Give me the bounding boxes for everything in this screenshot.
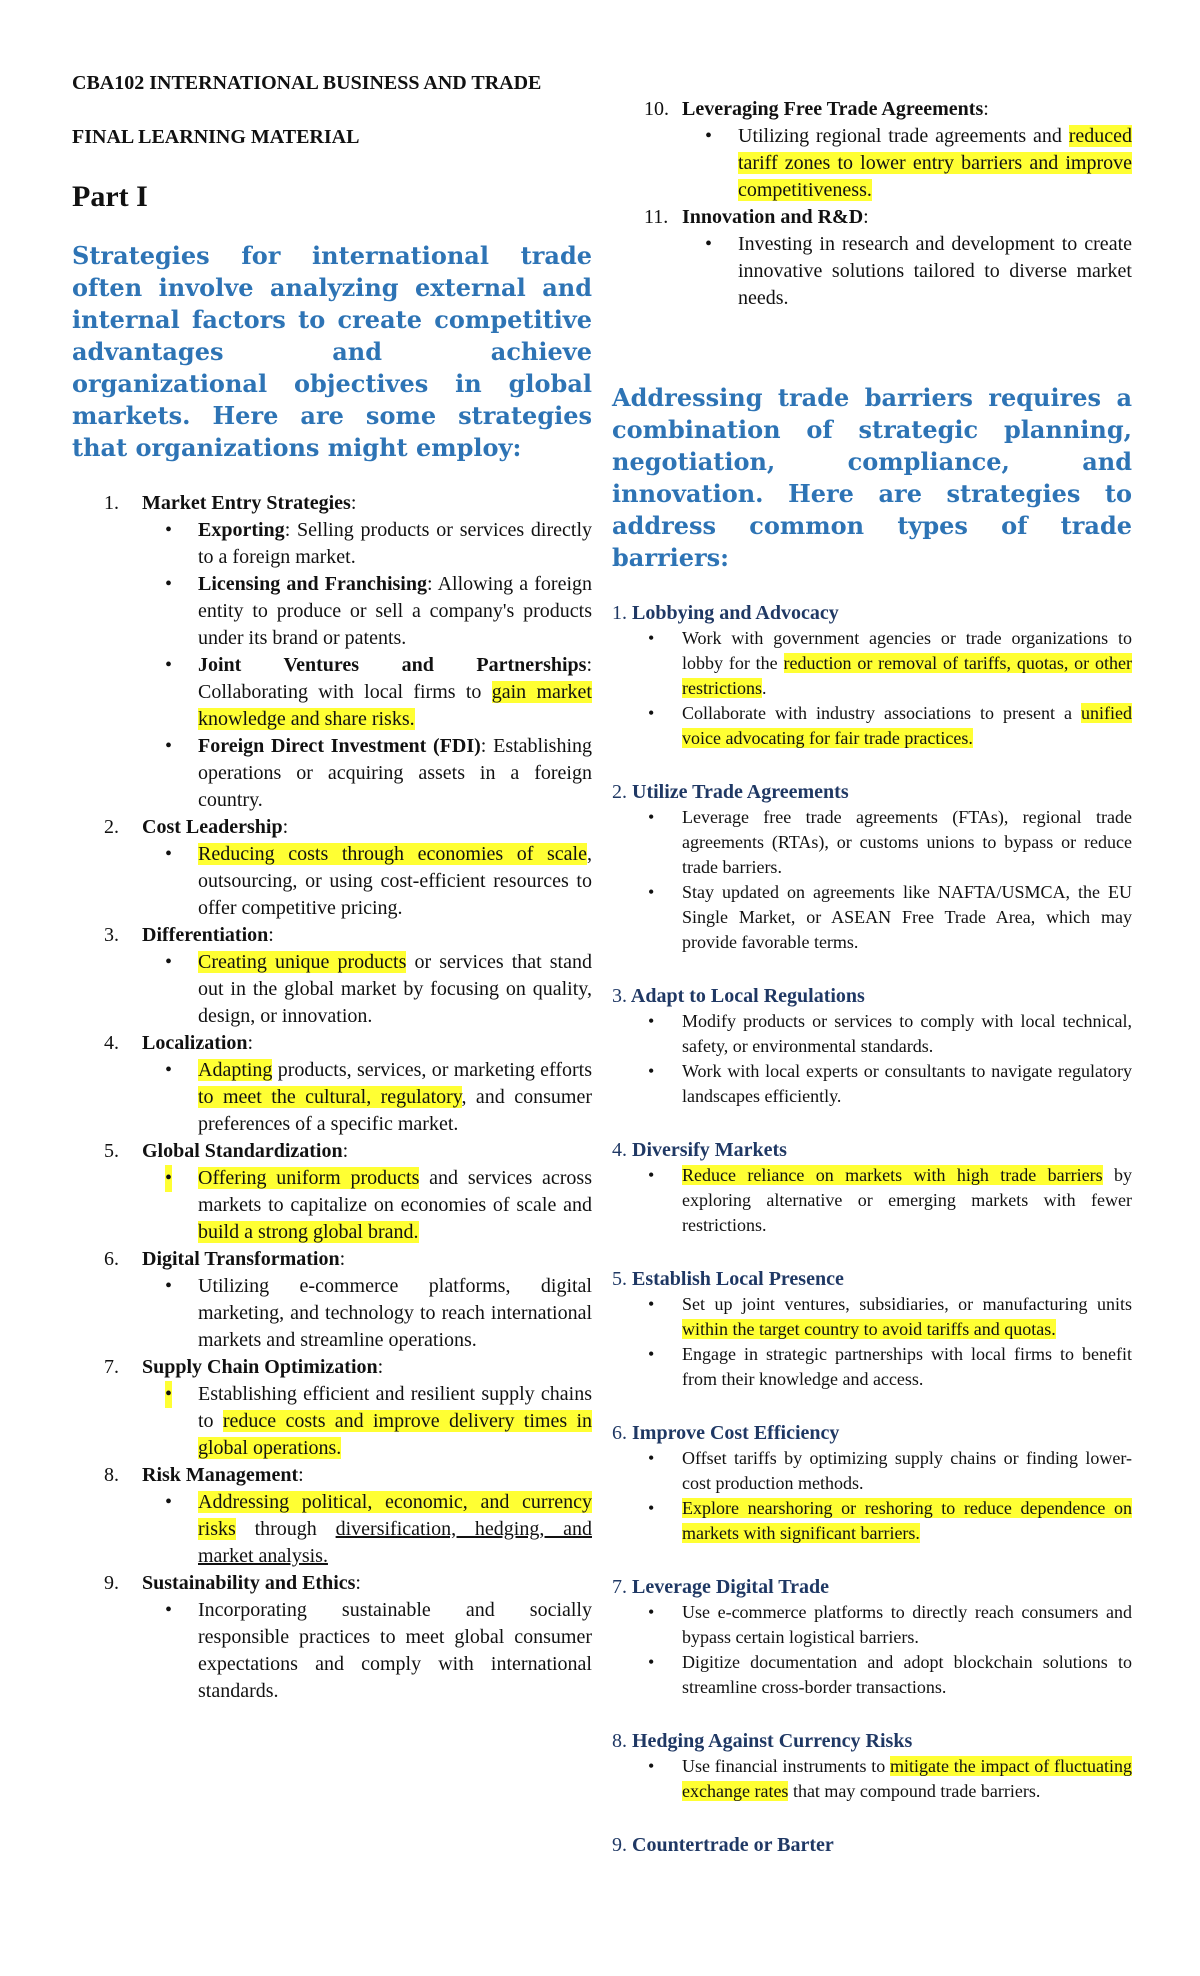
strategy-sub-item — [668, 123, 1132, 204]
bold-term: Exporting — [198, 519, 285, 541]
course-title: CBA102 INTERNATIONAL BUSINESS AND TRADE — [72, 72, 542, 94]
barrier-number: 9. — [612, 1834, 627, 1856]
barrier-heading — [612, 1420, 1132, 1446]
barrier-item — [612, 983, 1132, 1109]
item-text: Set up joint ventures, subsidiaries, or manufacturing units — [682, 1294, 1132, 1314]
item-text: through — [235, 1518, 336, 1540]
strategy-sub-list — [142, 1489, 592, 1570]
strategy-sub-list — [142, 1381, 592, 1462]
barrier-sub-item — [612, 701, 1132, 751]
title-colon: : — [863, 206, 869, 228]
item-text: , outsourcing, or using cost-efficient resources to offer competitive pricing. — [198, 843, 592, 919]
strategy-sub-list — [142, 1273, 592, 1354]
strategies-intro: Strategies for international trade often involve analyzing external and internal factors to create competitive advantages and achieve organizational objectives in global markets. Here are some strategies that organizations might employ: — [72, 241, 592, 462]
strategy-title: Risk Management — [142, 1464, 299, 1486]
barrier-item — [612, 600, 1132, 751]
barrier-number: 5. — [612, 1268, 627, 1290]
strategy-title: Market Entry Strategies — [142, 492, 351, 514]
bullet-icon: • — [648, 1602, 655, 1622]
bullet-icon: • — [165, 1165, 172, 1192]
barrier-item — [612, 779, 1132, 955]
barrier-sub-item — [612, 1496, 1132, 1546]
bullet-icon: • — [705, 233, 713, 255]
item-text: Offset tariffs by optimizing supply chains or finding lower-cost production methods. — [682, 1448, 1132, 1493]
strategy-item — [72, 922, 592, 1030]
barrier-title: Adapt to Local Regulations — [630, 985, 865, 1007]
bullet-icon: • — [165, 1599, 173, 1621]
barrier-item — [612, 1574, 1132, 1700]
highlighted-text: Explore nearshoring or reshoring to reduce dependence on markets with significant barriers. — [682, 1498, 1132, 1543]
barrier-sub-list — [612, 1446, 1132, 1546]
barrier-heading — [612, 1266, 1132, 1292]
strategy-item — [72, 1462, 592, 1570]
strategy-sub-item — [128, 733, 592, 814]
strategy-title: Innovation and R&D — [682, 206, 864, 228]
strategy-item — [72, 1246, 592, 1354]
bullet-icon: • — [165, 735, 173, 757]
highlighted-text: reduction or removal of tariffs, quotas, or other restrictions — [682, 653, 1132, 698]
strategy-sub-item — [128, 571, 592, 652]
barrier-sub-item — [612, 1446, 1132, 1496]
title-colon: : — [268, 924, 274, 946]
strategy-sub-item — [128, 517, 592, 571]
barrier-strategy-list — [612, 600, 1132, 1858]
title-colon: : — [298, 1464, 304, 1486]
strategy-number: 10. — [644, 98, 669, 120]
strategy-number: 8. — [104, 1464, 119, 1486]
highlighted-text: build a strong global brand. — [198, 1221, 419, 1243]
barrier-sub-list — [612, 626, 1132, 751]
strategy-sub-list — [142, 949, 592, 1030]
strategy-sub-list — [682, 231, 1132, 312]
item-text: Engage in strategic partnerships with local firms to benefit from their knowledge and access. — [682, 1344, 1132, 1389]
item-text: Use financial instruments to — [682, 1756, 891, 1776]
strategy-sub-item — [128, 1381, 592, 1462]
item-text: : Allowing a foreign entity to produce or sell a company's products under its brand or patents. — [198, 573, 593, 649]
barrier-sub-item — [612, 805, 1132, 880]
item-text: that may compound trade barriers. — [788, 1781, 1041, 1801]
title-colon: : — [983, 98, 989, 120]
item-text: by exploring alternative or emerging markets with fewer restrictions. — [682, 1165, 1133, 1235]
barrier-number: 8. — [612, 1730, 627, 1752]
barrier-heading — [612, 983, 1132, 1009]
item-text: products, services, or marketing efforts — [272, 1059, 592, 1081]
strategy-title: Global Standardization — [142, 1140, 343, 1162]
strategy-item — [612, 204, 1132, 312]
left-column — [72, 70, 592, 1705]
strategy-number: 7. — [104, 1356, 119, 1378]
highlighted-text: mitigate the impact of fluctuating exchange rates — [682, 1756, 1132, 1801]
barrier-sub-list — [612, 1754, 1132, 1804]
highlighted-text: to meet the cultural, regulatory — [198, 1086, 462, 1108]
bullet-icon: • — [648, 628, 655, 648]
bullet-icon: • — [648, 1498, 655, 1518]
bullet-icon: • — [165, 1491, 173, 1513]
title-colon: : — [339, 1248, 346, 1270]
barrier-title: Countertrade or Barter — [632, 1834, 834, 1856]
bullet-icon: • — [648, 1344, 655, 1364]
barrier-sub-item — [612, 880, 1132, 955]
strategy-item — [72, 490, 592, 814]
barrier-sub-item — [612, 626, 1132, 701]
highlighted-text: gain market knowledge and share risks. — [198, 681, 592, 730]
barrier-sub-item — [612, 1059, 1132, 1109]
barrier-sub-item — [612, 1009, 1132, 1059]
bold-term: Licensing and Franchising — [198, 573, 427, 595]
barrier-sub-item — [612, 1754, 1132, 1804]
highlighted-text: Creating unique products — [198, 951, 407, 973]
title-colon: : — [350, 492, 357, 514]
strategy-title: Supply Chain Optimization — [142, 1356, 378, 1378]
strategy-item — [72, 1354, 592, 1462]
highlighted-text: Reduce reliance on markets with high trade barriers — [682, 1165, 1103, 1185]
strategy-title: Differentiation — [142, 924, 269, 946]
strategy-number: 1. — [104, 492, 119, 514]
strategy-sub-item — [128, 949, 592, 1030]
barrier-title: Diversify Markets — [632, 1139, 787, 1161]
item-text: Use e-commerce platforms to directly reach consumers and bypass certain logistical barriers. — [682, 1602, 1132, 1647]
item-text: Modify products or services to comply with local technical, safety, or environmental standards. — [682, 1011, 1132, 1056]
strategy-sub-item — [128, 1489, 592, 1570]
strategy-number: 3. — [104, 924, 119, 946]
barrier-title: Leverage Digital Trade — [632, 1576, 829, 1598]
highlighted-text: unified voice advocating for fair trade practices. — [682, 703, 1132, 748]
bullet-icon: • — [648, 703, 655, 723]
strategy-sub-list — [142, 1165, 592, 1246]
barrier-item — [612, 1266, 1132, 1392]
barrier-sub-item — [612, 1292, 1132, 1342]
strategy-item — [612, 96, 1132, 204]
bullet-icon: • — [648, 1652, 655, 1672]
bullet-icon: • — [648, 1294, 655, 1314]
barrier-sub-list — [612, 1292, 1132, 1392]
strategy-number: 2. — [104, 816, 119, 838]
strategy-sub-list — [142, 841, 592, 922]
strategy-list — [72, 490, 592, 1705]
highlighted-text: reduced tariff zones to lower entry barriers and improve competitiveness. — [738, 125, 1132, 201]
item-text: Establishing efficient and resilient supply chains to — [198, 1383, 592, 1432]
highlighted-text: Reducing costs through economies of scale — [198, 843, 587, 865]
barrier-sub-list — [612, 805, 1132, 955]
bold-term: Foreign Direct Investment (FDI) — [198, 735, 481, 757]
bullet-icon: • — [165, 1059, 173, 1081]
bullet-icon: • — [165, 1275, 173, 1297]
item-text: diversification, hedging, and market analysis. — [198, 1518, 592, 1567]
strategy-sub-item — [128, 1597, 592, 1705]
barriers-intro: Addressing trade barriers requires a combination of strategic planning, negotiation, compliance, and innovation. Here are strategies to address common types of trade barriers: — [612, 383, 1132, 572]
bullet-icon: • — [705, 125, 713, 147]
barrier-item — [612, 1137, 1132, 1238]
strategy-number: 11. — [644, 206, 669, 228]
strategy-sub-list — [142, 1057, 592, 1138]
strategy-title: Sustainability and Ethics — [142, 1572, 356, 1594]
barrier-sub-item — [612, 1600, 1132, 1650]
strategy-sub-item — [128, 1057, 592, 1138]
bullet-icon: • — [648, 1061, 655, 1081]
strategy-sub-list — [682, 123, 1132, 204]
barrier-number: 6. — [612, 1422, 627, 1444]
barrier-sub-item — [612, 1342, 1132, 1392]
strategy-number: 5. — [104, 1140, 119, 1162]
strategy-number: 6. — [104, 1248, 119, 1270]
title-colon: : — [247, 1032, 254, 1054]
barrier-title: Improve Cost Efficiency — [632, 1422, 840, 1444]
highlighted-text: within the target country to avoid tariffs and quotas. — [682, 1319, 1056, 1339]
item-text: Utilizing regional trade agreements and — [738, 125, 1069, 147]
highlighted-text: Addressing political, economic, and currency risks — [198, 1491, 592, 1540]
barrier-title: Lobbying and Advocacy — [632, 602, 839, 624]
strategy-title: Leveraging Free Trade Agreements — [682, 98, 984, 120]
title-colon: : — [282, 816, 289, 838]
barrier-number: 4. — [612, 1139, 627, 1161]
barrier-number: 3. — [612, 985, 627, 1007]
title-colon: : — [342, 1140, 349, 1162]
bullet-icon: • — [648, 1448, 655, 1468]
strategy-title: Cost Leadership — [142, 816, 283, 838]
item-text: Digitize documentation and adopt blockchain solutions to streamline cross-border transactions. — [682, 1652, 1132, 1697]
item-text: : Selling products or services directly to a foreign market. — [198, 519, 592, 568]
barrier-title: Hedging Against Currency Risks — [632, 1730, 913, 1752]
barrier-heading — [612, 779, 1132, 805]
barrier-number: 7. — [612, 1576, 627, 1598]
strategy-number: 9. — [104, 1572, 119, 1594]
highlighted-text: reduce costs and improve delivery times in global operations. — [198, 1410, 592, 1459]
strategy-sub-list — [142, 1597, 592, 1705]
item-text: or services that stand out in the global market by focusing on quality, design, or innovation. — [198, 951, 592, 1027]
bullet-icon: • — [648, 1165, 655, 1185]
barrier-item — [612, 1420, 1132, 1546]
barrier-heading — [612, 1832, 1132, 1858]
barrier-number: 2. — [612, 781, 627, 803]
strategy-sub-item — [668, 231, 1132, 312]
strategy-sub-item — [128, 841, 592, 922]
item-text: Work with local experts or consultants to navigate regulatory landscapes efficiently. — [682, 1061, 1132, 1106]
item-text: and services across markets to capitalize on economies of scale and — [198, 1167, 592, 1216]
strategy-item — [72, 1030, 592, 1138]
part-heading: Part I — [72, 180, 148, 213]
title-colon: : — [355, 1572, 361, 1594]
bullet-icon: • — [648, 882, 655, 902]
highlighted-text: Offering uniform products — [198, 1167, 420, 1189]
strategy-item — [72, 1138, 592, 1246]
item-text: : Collaborating with local firms to — [198, 654, 592, 703]
strategy-list-continued — [612, 96, 1132, 312]
barrier-item — [612, 1728, 1132, 1804]
strategy-item — [72, 814, 592, 922]
item-text: Utilizing e-commerce platforms, digital marketing, and technology to reach international markets and streamline operations. — [198, 1275, 592, 1351]
strategy-item — [72, 1570, 592, 1705]
bullet-icon: • — [648, 807, 655, 827]
item-text: Collaborate with industry associations to present a — [682, 703, 1081, 723]
barrier-sub-item — [612, 1163, 1132, 1238]
strategy-sub-list — [142, 517, 592, 814]
barrier-title: Utilize Trade Agreements — [632, 781, 849, 803]
barrier-heading — [612, 600, 1132, 626]
strategy-sub-item — [128, 1273, 592, 1354]
barrier-sub-list — [612, 1600, 1132, 1700]
bullet-icon: • — [165, 573, 173, 595]
barrier-sub-list — [612, 1163, 1132, 1238]
bullet-icon: • — [165, 519, 173, 541]
barrier-number: 1. — [612, 602, 627, 624]
barrier-heading — [612, 1574, 1132, 1600]
bold-term: Joint Ventures and Partnerships — [198, 654, 587, 676]
barrier-sub-item — [612, 1650, 1132, 1700]
right-column — [612, 70, 1132, 1886]
barrier-heading — [612, 1728, 1132, 1754]
strategy-title: Localization — [142, 1032, 248, 1054]
strategy-sub-item — [128, 1165, 592, 1246]
barrier-title: Establish Local Presence — [632, 1268, 844, 1290]
item-text: . — [761, 678, 767, 698]
strategy-number: 4. — [104, 1032, 119, 1054]
bullet-icon: • — [648, 1756, 655, 1776]
bullet-icon: • — [165, 1381, 172, 1408]
strategy-title: Digital Transformation — [142, 1248, 340, 1270]
item-text: Investing in research and development to create innovative solutions tailored to diverse market needs. — [738, 233, 1132, 309]
barrier-sub-list — [612, 1009, 1132, 1109]
item-text: Incorporating sustainable and socially responsible practices to meet global consumer expectations and comply with international standards. — [198, 1599, 592, 1702]
bullet-icon: • — [165, 951, 173, 973]
bullet-icon: • — [648, 1011, 655, 1031]
material-title: FINAL LEARNING MATERIAL — [72, 126, 360, 148]
barrier-item — [612, 1832, 1132, 1858]
item-text: Stay updated on agreements like NAFTA/USMCA, the EU Single Market, or ASEAN Free Trade Area, which may provide favorable terms. — [682, 882, 1132, 952]
highlighted-text: Adapting — [198, 1059, 273, 1081]
bullet-icon: • — [165, 843, 173, 865]
barrier-heading — [612, 1137, 1132, 1163]
title-colon: : — [377, 1356, 384, 1378]
item-text: : Establishing operations or acquiring assets in a foreign country. — [198, 735, 592, 811]
strategy-sub-item — [128, 652, 592, 733]
bullet-icon: • — [165, 654, 173, 676]
item-text: Leverage free trade agreements (FTAs), regional trade agreements (RTAs), or customs unions to bypass or reduce trade barriers. — [682, 807, 1132, 877]
item-text: Work with government agencies or trade organizations to lobby for the — [682, 628, 1132, 673]
item-text: , and consumer preferences of a specific market. — [198, 1086, 592, 1135]
